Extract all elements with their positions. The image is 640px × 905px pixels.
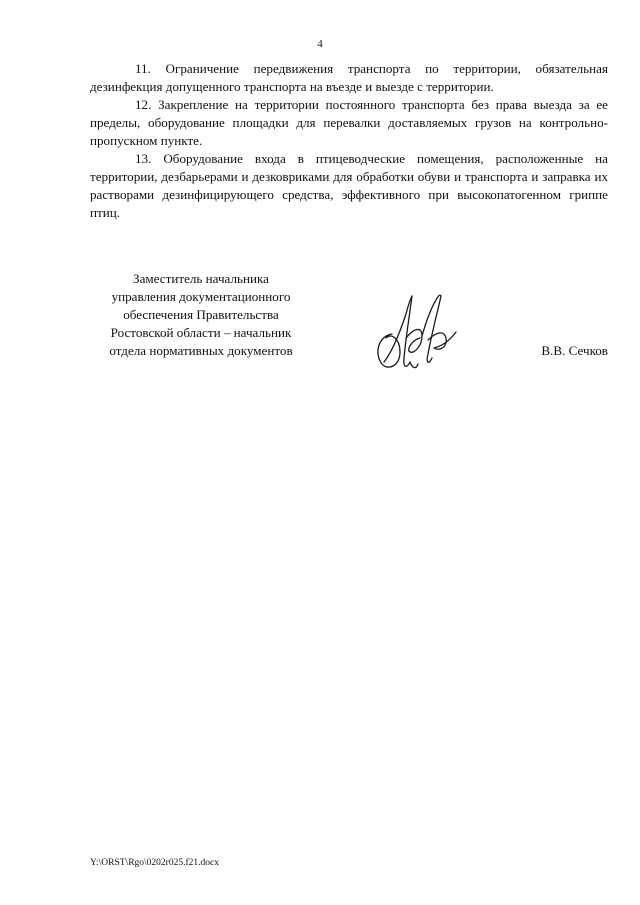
signer-title: [90, 270, 312, 360]
page-number: 4: [317, 38, 323, 50]
document-body: [90, 60, 608, 222]
signer-title-line: управления документационного: [111, 289, 291, 304]
signer-title-line: отдела нормативных документов: [109, 343, 293, 358]
signer-name: В.В. Сечков: [541, 343, 608, 358]
paragraph-item-12: 12. Закрепление на территории постоянного транспорта без права выезда за ее пределы, оборудование площадки для перевалки доставляемых грузов на контрольно-пропускном пункте.: [90, 97, 608, 148]
signer-title-line: Заместитель начальника: [133, 271, 269, 286]
signer-title-line: обеспечения Правительства: [123, 307, 279, 322]
signature-block: [90, 270, 608, 380]
footer-file-path: Y:\ORST\Rgo\0202r025.f21.docx: [90, 858, 219, 868]
handwritten-signature: [370, 292, 462, 372]
signer-title-line: Ростовской области – начальник: [110, 325, 292, 340]
paragraph-item-11: 11. Ограничение передвижения транспорта по территории, обязательная дезинфекция допущенного транспорта на въезде и выезде с территории.: [90, 61, 608, 94]
paragraph-item-13: 13. Оборудование входа в птицеводческие помещения, расположенные на территории, дезбарьерами и дезковриками для обработки обуви и транспорта и заправка их растворами дезинфицирующего средства, эффективного при высокопатогенном гриппе птиц.: [90, 151, 608, 220]
